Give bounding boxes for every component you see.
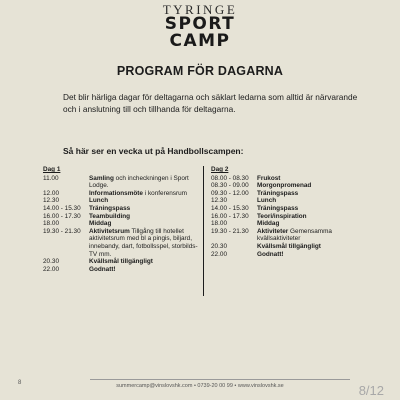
schedule-row bbox=[211, 197, 371, 205]
schedule-row bbox=[43, 213, 198, 221]
day1-schedule bbox=[43, 166, 198, 273]
schedule-row bbox=[43, 205, 198, 213]
activity-name: Träningspass bbox=[257, 204, 299, 212]
schedule-activity bbox=[257, 213, 371, 221]
schedule-activity bbox=[89, 266, 198, 274]
schedule-activity bbox=[89, 258, 198, 266]
schedule-activity bbox=[257, 243, 371, 251]
schedule-time: 08.00 - 08.30 bbox=[211, 174, 249, 182]
column-divider bbox=[203, 166, 204, 296]
schedule-time: 12.30 bbox=[43, 197, 59, 205]
activity-name: Träningspass bbox=[89, 204, 131, 212]
schedule-activity bbox=[89, 190, 198, 198]
activity-detail: Tillgång till hotellet aktivitetsrum med bl a pingis, biljard, innebandy, dart, fotbollsspel, storbilds-TV mm. bbox=[89, 227, 198, 258]
schedule-row bbox=[211, 213, 371, 221]
intro-paragraph: Det blir härliga dagar för deltagarna och säklart ledarna som alltid är närvarande och i anslutning till och tillhanda för deltagarna. bbox=[63, 92, 358, 114]
schedule-activity bbox=[89, 175, 198, 190]
activity-name: Teambuilding bbox=[89, 212, 131, 220]
schedule-time: 19.30 - 21.30 bbox=[211, 227, 249, 235]
schedule-time: 22.00 bbox=[43, 265, 59, 273]
logo-line-2: SPORT bbox=[164, 14, 236, 34]
activity-name: Godnatt! bbox=[89, 265, 116, 273]
schedule-time: 14.00 - 15.30 bbox=[211, 204, 249, 212]
footer-contact: summercamp@vinslovshk.com • 0739-20 00 99 • www.vinslovshk.se bbox=[116, 383, 284, 389]
schedule-time: 12.00 bbox=[43, 189, 59, 197]
schedule-row bbox=[211, 205, 371, 213]
schedule-activity bbox=[257, 228, 371, 243]
schedule-row bbox=[43, 228, 198, 258]
schedule-row bbox=[43, 197, 198, 205]
day1-label: Dag 1 bbox=[43, 166, 61, 173]
schedule-activity bbox=[257, 182, 371, 190]
schedule-activity bbox=[257, 190, 371, 198]
activity-name: Godnatt! bbox=[257, 250, 284, 258]
schedule-activity bbox=[257, 220, 371, 228]
activity-name: Träningspass bbox=[257, 189, 299, 197]
schedule-time: 14.00 - 15.30 bbox=[43, 204, 81, 212]
schedule-time: 18.00 bbox=[211, 220, 227, 228]
schedule-activity bbox=[257, 205, 371, 213]
schedule-activity bbox=[257, 251, 371, 259]
schedule-row bbox=[43, 175, 198, 190]
activity-name: Kvällsmål tillgängligt bbox=[257, 242, 321, 250]
page-indicator: 8/12 bbox=[358, 383, 384, 398]
page-title: PROGRAM FÖR DAGARNA bbox=[116, 64, 284, 78]
day2-schedule bbox=[211, 166, 371, 258]
activity-name: Middag bbox=[89, 220, 112, 228]
schedule-time: 16.00 - 17.30 bbox=[211, 212, 249, 220]
activity-name: Teori/inspiration bbox=[257, 212, 307, 220]
schedule-time: 08.30 - 09.00 bbox=[211, 182, 249, 190]
schedule-activity bbox=[89, 220, 198, 228]
activity-name: Frukost bbox=[257, 174, 281, 182]
schedule-row bbox=[43, 190, 198, 198]
schedule-activity bbox=[89, 213, 198, 221]
activity-name: Lunch bbox=[89, 197, 109, 205]
schedule-row bbox=[211, 243, 371, 251]
schedule-row bbox=[43, 258, 198, 266]
schedule-time: 20.30 bbox=[211, 242, 227, 250]
activity-name: Middag bbox=[257, 220, 280, 228]
schedule-time: 11.00 bbox=[43, 174, 59, 182]
schedule-time: 20.30 bbox=[43, 258, 59, 266]
logo bbox=[0, 3, 400, 49]
schedule-activity bbox=[257, 197, 371, 205]
schedule-row bbox=[43, 266, 198, 274]
schedule-activity bbox=[89, 197, 198, 205]
schedule-row bbox=[211, 182, 371, 190]
activity-name: Lunch bbox=[257, 197, 277, 205]
logo-line-3: CAMP bbox=[169, 30, 231, 51]
week-heading: Så här ser en vecka ut på Handbollscampen: bbox=[63, 146, 244, 156]
schedule-activity bbox=[257, 175, 371, 183]
schedule-row bbox=[211, 228, 371, 243]
activity-detail: i konferensrum bbox=[142, 189, 188, 197]
footer-divider bbox=[90, 379, 350, 380]
schedule-time: 12.30 bbox=[211, 197, 227, 205]
schedule-time: 18.00 bbox=[43, 220, 59, 228]
activity-name: Aktiviteter bbox=[257, 227, 289, 235]
activity-name: Kvällsmål tillgängligt bbox=[89, 258, 153, 266]
page-number: 8 bbox=[18, 380, 22, 386]
schedule-row bbox=[211, 175, 371, 183]
schedule-time: 09.30 - 12.00 bbox=[211, 189, 249, 197]
day2-label: Dag 2 bbox=[211, 166, 229, 173]
schedule-row bbox=[211, 220, 371, 228]
schedule-row bbox=[211, 190, 371, 198]
logo-line-1: TYRINGE bbox=[162, 2, 238, 17]
activity-name: Morgonpromenad bbox=[257, 182, 312, 190]
schedule-time: 22.00 bbox=[211, 250, 227, 258]
activity-detail: och incheckningen i Sport Lodge. bbox=[89, 174, 189, 190]
schedule-row bbox=[211, 251, 371, 259]
activity-detail: Gemensamma kvällsaktiviteter bbox=[257, 227, 332, 243]
activity-name: Aktivitetsrum bbox=[89, 227, 130, 235]
schedule-activity bbox=[89, 228, 198, 258]
schedule-time: 19.30 - 21.30 bbox=[43, 227, 81, 235]
activity-name: Samling bbox=[89, 174, 114, 182]
activity-name: Informationsmöte bbox=[89, 189, 143, 197]
schedule-time: 16.00 - 17.30 bbox=[43, 212, 81, 220]
schedule-row bbox=[43, 220, 198, 228]
schedule-activity bbox=[89, 205, 198, 213]
